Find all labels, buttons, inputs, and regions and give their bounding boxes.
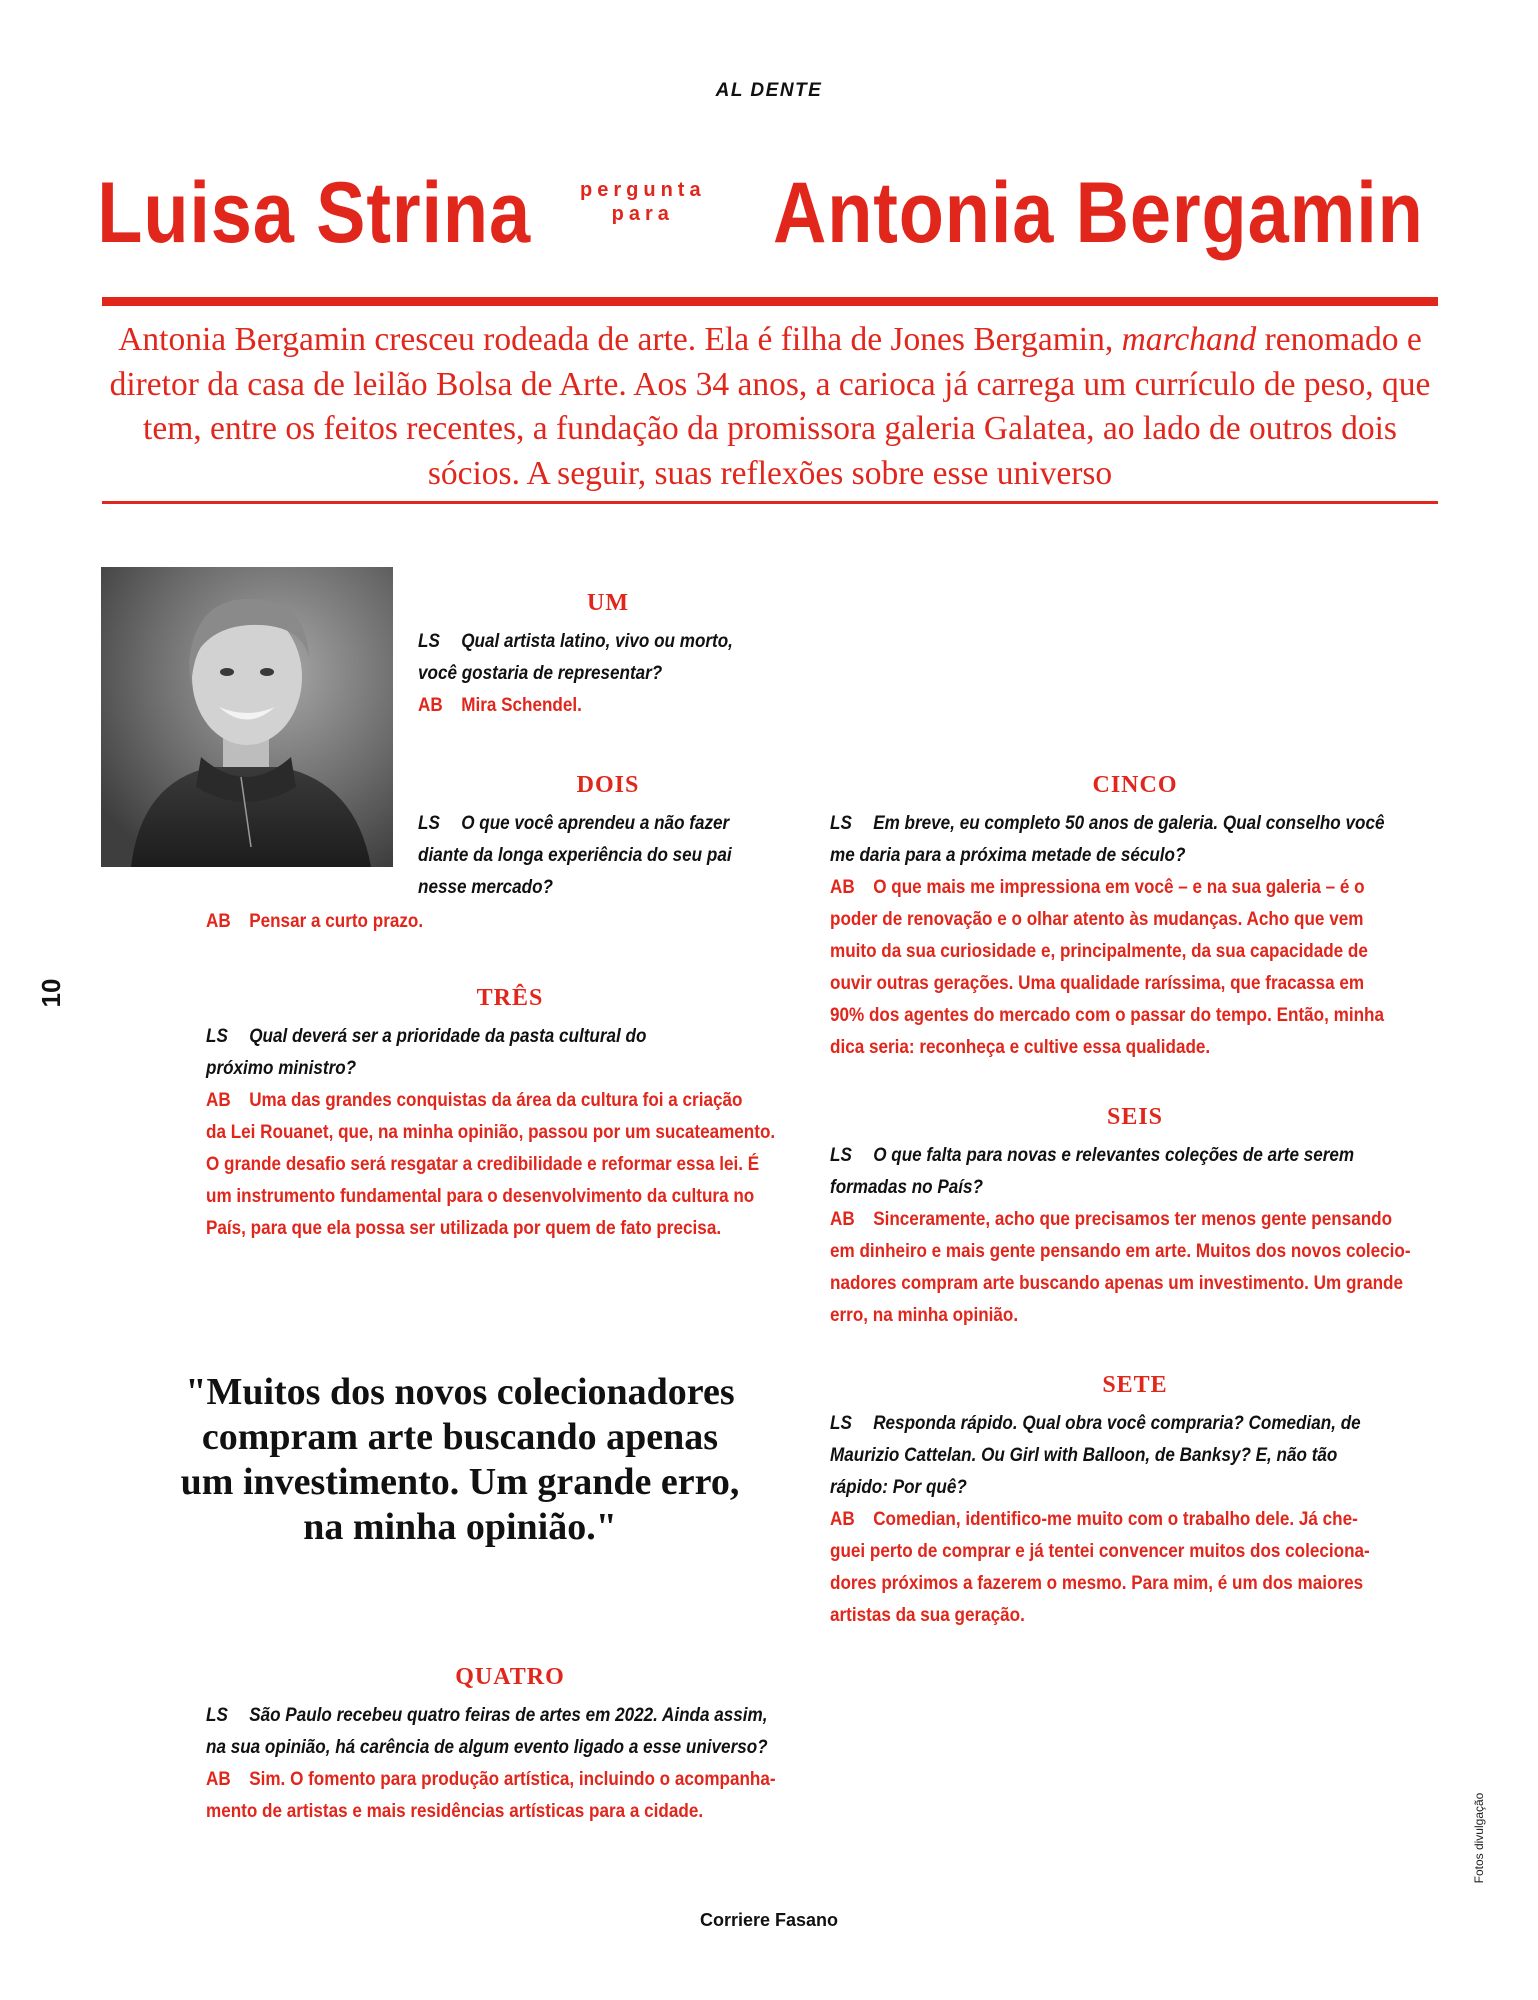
footer-publication: Corriere Fasano xyxy=(699,1910,839,1930)
question-line: LS O que falta para novas e relevantes coleções de arte serem xyxy=(830,1140,1379,1172)
top-rule xyxy=(102,297,1438,306)
section-heading: SEIS xyxy=(1106,1104,1164,1130)
section-heading: CINCO xyxy=(1092,772,1178,798)
answer-line: O grande desafio será resgatar a credibilidade e reformar essa lei. É xyxy=(206,1154,760,1175)
headline-connector xyxy=(580,178,706,226)
question-tag: LS xyxy=(418,813,440,834)
question-line: me daria para a próxima metade de século? xyxy=(830,845,1186,866)
question-line: na sua opinião, há carência de algum evento ligado a esse universo? xyxy=(206,1737,768,1758)
qa-section-um xyxy=(418,588,798,722)
question-line: LS São Paulo recebeu quatro feiras de artes em 2022. Ainda assim, xyxy=(206,1700,753,1732)
answer-line: País, para que ela possa ser utilizada por quem de fato precisa. xyxy=(206,1218,722,1239)
answer-line: poder de renovação e o olhar atento às mudanças. Acho que vem xyxy=(830,909,1364,930)
headline xyxy=(0,158,1538,268)
connector-bottom: para xyxy=(611,203,674,225)
answer-line: AB Comedian, identifico-me muito com o trabalho dele. Já che- xyxy=(830,1504,1379,1536)
question-line: formadas no País? xyxy=(830,1177,983,1198)
answer-tag: AB xyxy=(830,1509,855,1530)
page-number: 10 xyxy=(36,978,66,1008)
interviewee-name: Antonia Bergamin xyxy=(772,165,1424,261)
answer-line: um instrumento fundamental para o desenvolvimento da cultura no xyxy=(206,1186,755,1207)
intro-paragraph xyxy=(96,318,1444,496)
answer-line: AB Sim. O fomento para produção artística, incluindo o acompanha- xyxy=(206,1764,753,1796)
qa-answer-dois xyxy=(206,906,606,938)
answer-line: AB Sinceramente, acho que precisamos ter menos gente pensando xyxy=(830,1204,1379,1236)
answer-tag: AB xyxy=(830,1209,855,1230)
question-line: Maurizio Cattelan. Ou Girl with Balloon, de Banksy? E, não tão xyxy=(830,1445,1338,1466)
answer-line: ouvir outras gerações. Uma qualidade raríssima, que fracassa em xyxy=(830,973,1365,994)
answer-line: muito da sua curiosidade e, principalmente, da sua capacidade de xyxy=(830,941,1368,962)
pull-quote-line: "Muitos dos novos colecionadores xyxy=(185,1371,735,1413)
section-heading: SETE xyxy=(1102,1372,1168,1398)
section-heading: TRÊS xyxy=(476,985,544,1011)
answer-line: da Lei Rouanet, que, na minha opinião, passou por um sucateamento. xyxy=(206,1122,776,1143)
bottom-rule xyxy=(102,501,1438,504)
answer-line: guei perto de comprar e já tentei convencer muitos dos coleciona- xyxy=(830,1541,1370,1562)
question-tag: LS xyxy=(206,1705,228,1726)
question-line: rápido: Por quê? xyxy=(830,1477,967,1498)
qa-section-cinco xyxy=(830,770,1440,1064)
question-tag: LS xyxy=(206,1026,228,1047)
qa-section-seis xyxy=(830,1102,1440,1332)
answer-line: erro, na minha opinião. xyxy=(830,1305,1019,1326)
answer-line: artistas da sua geração. xyxy=(830,1605,1025,1626)
answer-line: nadores compram arte buscando apenas um investimento. Um grande xyxy=(830,1273,1404,1294)
intro-part-1: Antonia Bergamin cresceu rodeada de arte. Ela é filha de Jones Bergamin, xyxy=(118,321,1122,358)
question-line: diante da longa experiência do seu pai xyxy=(418,845,732,866)
question-tag: LS xyxy=(418,631,440,652)
answer-line: 90% dos agentes do mercado com o passar do tempo. Então, minha xyxy=(830,1005,1384,1026)
question-line: LS Em breve, eu completo 50 anos de galeria. Qual conselho você xyxy=(830,808,1379,840)
answer-line: AB Pensar a curto prazo. xyxy=(206,906,566,938)
answer-line: AB Mira Schendel. xyxy=(418,690,760,722)
pull-quote xyxy=(110,1370,810,1550)
qa-section-dois xyxy=(418,770,798,904)
question-line: próximo ministro? xyxy=(206,1058,357,1079)
section-label: AL DENTE xyxy=(715,80,823,101)
qa-section-tres xyxy=(206,983,814,1245)
pull-quote-line: compram arte buscando apenas xyxy=(201,1416,719,1458)
connector-top: pergunta xyxy=(580,179,706,201)
intro-part-2: renomado e diretor da casa de leilão Bolsa de Arte. Aos 34 anos, a carioca já carrega um currículo de peso, que tem, entre os feitos recentes, a fundação da promissora galeria Galatea, ao lado de outros dois sócios. A seguir, suas reflexões sobre esse universo xyxy=(109,321,1431,492)
answer-tag: AB xyxy=(206,911,231,932)
question-tag: LS xyxy=(830,1145,852,1166)
pull-quote-line: na minha opinião." xyxy=(303,1506,617,1548)
question-tag: LS xyxy=(830,1413,852,1434)
answer-tag: AB xyxy=(206,1090,231,1111)
question-line: LS Qual artista latino, vivo ou morto, xyxy=(418,626,760,658)
answer-line: mento de artistas e mais residências artísticas para a cidade. xyxy=(206,1801,704,1822)
section-heading: QUATRO xyxy=(455,1664,565,1690)
question-tag: LS xyxy=(830,813,852,834)
question-line: LS O que você aprendeu a não fazer xyxy=(418,808,760,840)
answer-line: em dinheiro e mais gente pensando em arte. Muitos dos novos colecio- xyxy=(830,1241,1411,1262)
intro-italic: marchand xyxy=(1121,321,1257,358)
answer-line: AB Uma das grandes conquistas da área da cultura foi a criação xyxy=(206,1085,753,1117)
answer-tag: AB xyxy=(830,877,855,898)
qa-section-quatro xyxy=(206,1662,814,1828)
portrait-illustration xyxy=(101,567,393,867)
question-line: LS Responda rápido. Qual obra você compraria? Comedian, de xyxy=(830,1408,1379,1440)
answer-line: dica seria: reconheça e cultive essa qualidade. xyxy=(830,1037,1211,1058)
question-line: você gostaria de representar? xyxy=(418,663,663,684)
interviewer-name: Luisa Strina xyxy=(97,165,531,261)
portrait-photo xyxy=(101,567,393,867)
pull-quote-line: um investimento. Um grande erro, xyxy=(180,1461,740,1503)
photo-credit: Fotos divulgação xyxy=(1472,1792,1486,1884)
answer-line: dores próximos a fazerem o mesmo. Para mim, é um dos maiores xyxy=(830,1573,1364,1594)
answer-line: AB O que mais me impressiona em você – e na sua galeria – é o xyxy=(830,872,1379,904)
qa-section-sete xyxy=(830,1370,1440,1632)
question-line: nesse mercado? xyxy=(418,877,553,898)
question-line: LS Qual deverá ser a prioridade da pasta cultural do xyxy=(206,1021,753,1053)
answer-tag: AB xyxy=(418,695,443,716)
section-heading: DOIS xyxy=(576,772,640,798)
section-heading: UM xyxy=(587,590,629,616)
answer-tag: AB xyxy=(206,1769,231,1790)
